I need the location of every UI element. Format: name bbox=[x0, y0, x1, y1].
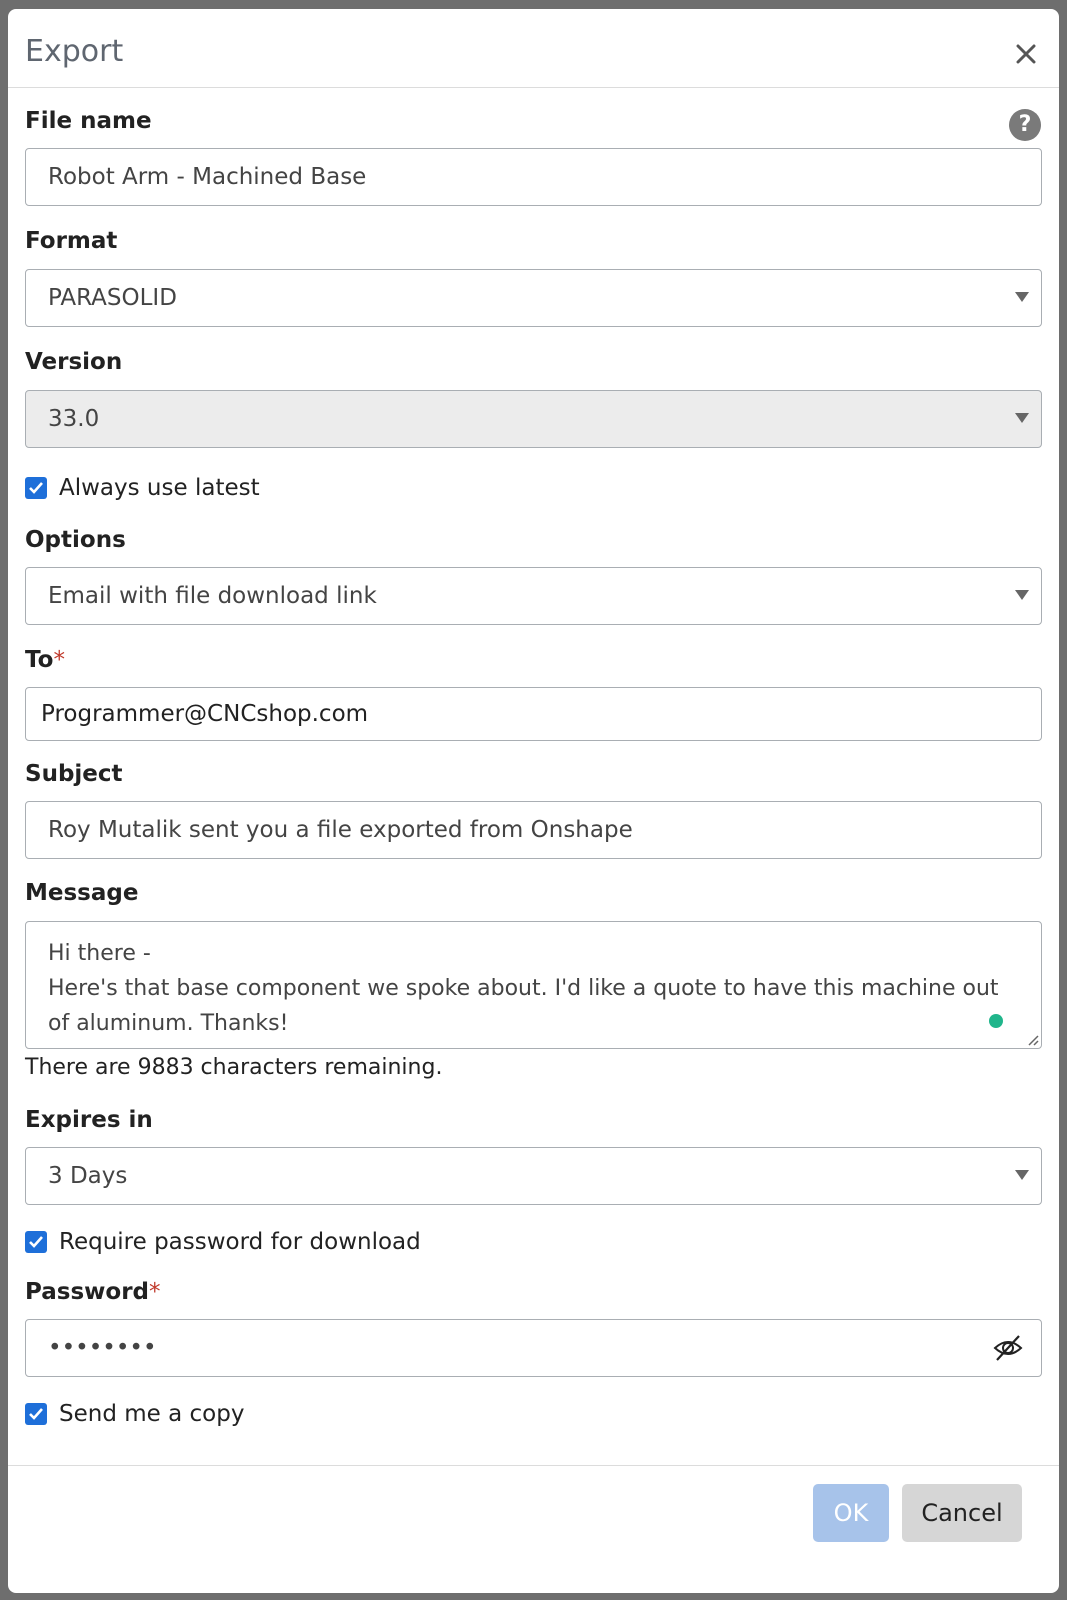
message-label: Message bbox=[25, 880, 139, 906]
options-label: Options bbox=[25, 527, 126, 553]
checkmark-icon bbox=[27, 1233, 45, 1251]
password-input[interactable] bbox=[25, 1319, 1042, 1377]
password-value: •••••••• bbox=[48, 1335, 157, 1361]
expires-select[interactable] bbox=[25, 1147, 1042, 1205]
password-label-text: Password bbox=[25, 1279, 149, 1305]
message-text: Hi there - Here's that base component we spoke about. I'd like a quote to have this machine out of aluminum. Thanks! bbox=[48, 941, 999, 1036]
to-label bbox=[25, 647, 65, 673]
format-label: Format bbox=[25, 228, 118, 254]
send-copy-label: Send me a copy bbox=[59, 1401, 245, 1427]
message-textarea[interactable] bbox=[25, 921, 1042, 1049]
cancel-button[interactable]: Cancel bbox=[902, 1484, 1022, 1542]
to-label-text: To bbox=[25, 647, 54, 673]
file-name-label: File name bbox=[25, 108, 152, 134]
expires-label: Expires in bbox=[25, 1107, 153, 1133]
ok-button[interactable]: OK bbox=[813, 1484, 889, 1542]
chars-remaining-text: There are 9883 characters remaining. bbox=[25, 1055, 443, 1080]
export-dialog bbox=[8, 9, 1059, 1593]
checkmark-icon bbox=[27, 1405, 45, 1423]
resize-grip-icon[interactable] bbox=[1025, 1032, 1039, 1046]
always-latest-label: Always use latest bbox=[59, 475, 260, 501]
chevron-down-icon bbox=[1015, 292, 1029, 302]
dialog-footer bbox=[8, 1465, 1059, 1593]
version-value: 33.0 bbox=[48, 406, 100, 432]
to-input[interactable]: Programmer@CNCshop.com bbox=[25, 687, 1042, 741]
send-copy-checkbox[interactable] bbox=[25, 1403, 47, 1425]
chevron-down-icon bbox=[1015, 590, 1029, 600]
file-name-input[interactable]: Robot Arm - Machined Base bbox=[25, 148, 1042, 206]
required-marker: * bbox=[53, 647, 65, 673]
checkmark-icon bbox=[27, 479, 45, 497]
subject-input[interactable]: Roy Mutalik sent you a file exported from Onshape bbox=[25, 801, 1042, 859]
chevron-down-icon bbox=[1015, 1170, 1029, 1180]
always-latest-checkbox[interactable] bbox=[25, 477, 47, 499]
options-value: Email with file download link bbox=[48, 583, 377, 609]
close-icon[interactable] bbox=[1013, 41, 1039, 67]
help-icon[interactable]: ? bbox=[1009, 109, 1041, 141]
password-label bbox=[25, 1279, 161, 1305]
require-password-label: Require password for download bbox=[59, 1229, 421, 1255]
require-password-checkbox[interactable] bbox=[25, 1231, 47, 1253]
eye-slash-icon[interactable] bbox=[993, 1334, 1023, 1362]
dialog-header bbox=[8, 9, 1059, 88]
options-select[interactable] bbox=[25, 567, 1042, 625]
format-value: PARASOLID bbox=[48, 285, 177, 311]
version-select bbox=[25, 390, 1042, 448]
status-dot bbox=[989, 1014, 1003, 1028]
expires-value: 3 Days bbox=[48, 1163, 128, 1189]
subject-label: Subject bbox=[25, 761, 123, 787]
required-marker: * bbox=[149, 1279, 161, 1305]
version-label: Version bbox=[25, 349, 123, 375]
format-select[interactable] bbox=[25, 269, 1042, 327]
chevron-down-icon bbox=[1015, 413, 1029, 423]
dialog-title: Export bbox=[25, 34, 124, 69]
